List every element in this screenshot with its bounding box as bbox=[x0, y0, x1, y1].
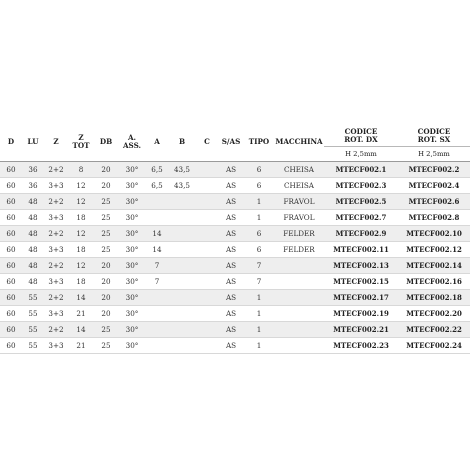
cell-lu: 48 bbox=[28, 229, 38, 238]
cell-sx: MTECF002.8 bbox=[408, 213, 460, 222]
cell-macchina: CHEISA bbox=[284, 181, 314, 190]
col-header-codice-dx bbox=[324, 122, 398, 147]
cell-c bbox=[196, 338, 218, 354]
cell-macchina bbox=[274, 338, 324, 354]
cell-ztot: 8 bbox=[78, 165, 84, 174]
cell-db: 20 bbox=[101, 277, 111, 286]
cell-sas: AS bbox=[225, 341, 237, 350]
cell-aass: 30° bbox=[125, 245, 139, 254]
cell-b bbox=[168, 338, 196, 354]
cell-a: 7 bbox=[154, 261, 160, 270]
cell-sx: MTECF002.20 bbox=[406, 309, 462, 318]
cell-b bbox=[168, 194, 196, 210]
cell-c bbox=[196, 242, 218, 258]
cell-sas: AS bbox=[225, 277, 237, 286]
cell-a: 14 bbox=[152, 245, 162, 254]
cell-aass: 30° bbox=[125, 261, 139, 270]
col-header-ztot-line1: Z bbox=[78, 132, 84, 142]
cell-lu: 48 bbox=[28, 197, 38, 206]
cell-d: 60 bbox=[6, 341, 16, 350]
cell-sas: AS bbox=[225, 245, 237, 254]
cell-ztot: 21 bbox=[76, 309, 86, 318]
cell-sx: MTECF002.12 bbox=[406, 245, 462, 254]
cell-d: 60 bbox=[6, 229, 16, 238]
cell-lu: 55 bbox=[28, 325, 38, 334]
cell-dx: MTECF002.13 bbox=[333, 261, 389, 270]
table-row bbox=[0, 194, 470, 210]
cell-d: 60 bbox=[6, 325, 16, 334]
cell-a bbox=[146, 306, 168, 322]
col-header-z: Z bbox=[44, 122, 68, 162]
cell-z: 2+2 bbox=[48, 229, 64, 238]
cell-sas: AS bbox=[225, 325, 237, 334]
cell-db: 25 bbox=[101, 213, 111, 222]
cell-macchina: CHEISA bbox=[284, 165, 314, 174]
cell-c bbox=[196, 322, 218, 338]
col-header-codice-sx-line2: ROT. SX bbox=[417, 135, 451, 144]
cell-b bbox=[168, 242, 196, 258]
col-header-a: A bbox=[146, 122, 168, 162]
cell-dx: MTECF002.23 bbox=[333, 341, 389, 350]
cell-ztot: 14 bbox=[76, 293, 86, 302]
cell-a: 6,5 bbox=[151, 181, 163, 190]
cell-dx: MTECF002.9 bbox=[335, 229, 387, 238]
col-header-b: B bbox=[168, 122, 196, 162]
table-body bbox=[0, 162, 470, 354]
cell-tipo: 1 bbox=[256, 213, 262, 222]
cell-dx: MTECF002.3 bbox=[335, 181, 387, 190]
cell-c bbox=[196, 178, 218, 194]
cell-aass: 30° bbox=[125, 213, 139, 222]
cell-z: 3+3 bbox=[48, 309, 64, 318]
cell-aass: 30° bbox=[125, 293, 139, 302]
cell-z: 3+3 bbox=[48, 181, 64, 190]
col-subheader-sx: H 2,5mm bbox=[398, 147, 470, 162]
cell-dx: MTECF002.17 bbox=[333, 293, 389, 302]
col-header-ztot-line2: TOT bbox=[72, 140, 90, 150]
cell-b bbox=[168, 210, 196, 226]
cell-ztot: 21 bbox=[76, 341, 86, 350]
cell-ztot: 12 bbox=[76, 197, 86, 206]
cell-z: 3+3 bbox=[48, 341, 64, 350]
col-header-aass bbox=[118, 122, 146, 162]
cell-b bbox=[168, 322, 196, 338]
cell-db: 20 bbox=[101, 261, 111, 270]
cell-aass: 30° bbox=[125, 197, 139, 206]
cell-sx: MTECF002.22 bbox=[406, 325, 462, 334]
table-row bbox=[0, 162, 470, 178]
cell-macchina bbox=[274, 306, 324, 322]
cell-macchina bbox=[274, 322, 324, 338]
cell-ztot: 18 bbox=[76, 213, 86, 222]
cell-d: 60 bbox=[6, 213, 16, 222]
cell-tipo: 1 bbox=[256, 293, 262, 302]
col-header-codice-sx bbox=[398, 122, 470, 147]
cell-d: 60 bbox=[6, 277, 16, 286]
table-row bbox=[0, 258, 470, 274]
cell-ztot: 18 bbox=[76, 277, 86, 286]
cell-z: 2+2 bbox=[48, 261, 64, 270]
cell-b bbox=[168, 258, 196, 274]
cell-aass: 30° bbox=[125, 229, 139, 238]
cell-d: 60 bbox=[6, 245, 16, 254]
cell-db: 25 bbox=[101, 341, 111, 350]
col-header-tipo: TIPO bbox=[244, 122, 274, 162]
cell-lu: 55 bbox=[28, 341, 38, 350]
table-row bbox=[0, 210, 470, 226]
cell-db: 20 bbox=[101, 165, 111, 174]
cell-db: 20 bbox=[101, 293, 111, 302]
cell-tipo: 6 bbox=[256, 245, 262, 254]
cell-dx: MTECF002.1 bbox=[335, 165, 387, 174]
cell-lu: 48 bbox=[28, 213, 38, 222]
cell-a bbox=[146, 322, 168, 338]
cell-tipo: 7 bbox=[256, 261, 262, 270]
col-header-codice-dx-line2: ROT. DX bbox=[344, 135, 378, 144]
cell-macchina: FRAVOL bbox=[283, 213, 315, 222]
col-header-db: DB bbox=[94, 122, 118, 162]
col-header-macchina: MACCHINA bbox=[274, 122, 324, 162]
table-row bbox=[0, 242, 470, 258]
cell-tipo: 1 bbox=[256, 341, 262, 350]
cell-d: 60 bbox=[6, 165, 16, 174]
table-row bbox=[0, 178, 470, 194]
cell-z: 3+3 bbox=[48, 245, 64, 254]
cell-d: 60 bbox=[6, 261, 16, 270]
cell-ztot: 14 bbox=[76, 325, 86, 334]
cell-z: 3+3 bbox=[48, 213, 64, 222]
cell-macchina: FELDER bbox=[283, 229, 315, 238]
cell-sx: MTECF002.6 bbox=[408, 197, 460, 206]
cell-lu: 36 bbox=[28, 181, 38, 190]
cell-a: 6,5 bbox=[151, 165, 163, 174]
cell-macchina bbox=[274, 290, 324, 306]
cell-db: 25 bbox=[101, 229, 111, 238]
cell-lu: 48 bbox=[28, 277, 38, 286]
cell-b: 43,5 bbox=[173, 181, 190, 190]
table-row bbox=[0, 338, 470, 354]
cell-db: 25 bbox=[101, 325, 111, 334]
table-row bbox=[0, 274, 470, 290]
cell-z: 2+2 bbox=[48, 293, 64, 302]
cell-lu: 55 bbox=[28, 293, 38, 302]
cell-lu: 48 bbox=[28, 245, 38, 254]
cell-aass: 30° bbox=[125, 277, 139, 286]
cell-c bbox=[196, 258, 218, 274]
cell-z: 3+3 bbox=[48, 277, 64, 286]
cell-a bbox=[146, 194, 168, 210]
col-header-ztot bbox=[68, 122, 94, 162]
cell-c bbox=[196, 194, 218, 210]
cell-dx: MTECF002.15 bbox=[333, 277, 389, 286]
cell-ztot: 12 bbox=[76, 261, 86, 270]
cell-c bbox=[196, 290, 218, 306]
table-row bbox=[0, 226, 470, 242]
col-header-c: C bbox=[196, 122, 218, 162]
cell-sas: AS bbox=[225, 229, 237, 238]
cell-d: 60 bbox=[6, 309, 16, 318]
cell-tipo: 1 bbox=[256, 325, 262, 334]
cell-a bbox=[146, 290, 168, 306]
cell-lu: 55 bbox=[28, 309, 38, 318]
cell-sx: MTECF002.10 bbox=[406, 229, 462, 238]
cell-sx: MTECF002.14 bbox=[406, 261, 462, 270]
cell-sx: MTECF002.4 bbox=[408, 181, 460, 190]
cell-d: 60 bbox=[6, 293, 16, 302]
cell-aass: 30° bbox=[125, 325, 139, 334]
cell-dx: MTECF002.19 bbox=[333, 309, 389, 318]
cell-b bbox=[168, 306, 196, 322]
cell-tipo: 7 bbox=[256, 277, 262, 286]
cell-c bbox=[196, 274, 218, 290]
cell-c bbox=[196, 226, 218, 242]
cell-sas: AS bbox=[225, 261, 237, 270]
cell-z: 2+2 bbox=[48, 165, 64, 174]
col-header-aass-line1: A. bbox=[127, 132, 137, 142]
cell-c bbox=[196, 210, 218, 226]
cell-macchina: FRAVOL bbox=[283, 197, 315, 206]
cell-b: 43,5 bbox=[173, 165, 190, 174]
cell-aass: 30° bbox=[125, 341, 139, 350]
col-header-d: D bbox=[0, 122, 22, 162]
cell-sas: AS bbox=[225, 213, 237, 222]
cell-sas: AS bbox=[225, 293, 237, 302]
product-table-container bbox=[0, 122, 470, 354]
cell-db: 20 bbox=[101, 309, 111, 318]
cell-a: 14 bbox=[152, 229, 162, 238]
cell-tipo: 6 bbox=[256, 181, 262, 190]
cell-dx: MTECF002.11 bbox=[333, 245, 389, 254]
cell-a: 7 bbox=[154, 277, 160, 286]
col-header-aass-line2: ASS. bbox=[122, 140, 142, 150]
cell-ztot: 12 bbox=[76, 181, 86, 190]
cell-sx: MTECF002.16 bbox=[406, 277, 462, 286]
cell-sas: AS bbox=[225, 181, 237, 190]
col-header-codice-dx-line1: CODICE bbox=[344, 127, 378, 136]
cell-db: 25 bbox=[101, 197, 111, 206]
cell-a bbox=[146, 210, 168, 226]
cell-lu: 48 bbox=[28, 261, 38, 270]
cell-b bbox=[168, 290, 196, 306]
table-row bbox=[0, 322, 470, 338]
cell-dx: MTECF002.5 bbox=[335, 197, 387, 206]
col-subheader-dx: H 2,5mm bbox=[324, 147, 398, 162]
cell-dx: MTECF002.7 bbox=[335, 213, 387, 222]
cell-tipo: 1 bbox=[256, 197, 262, 206]
cell-aass: 30° bbox=[125, 309, 139, 318]
cell-macchina bbox=[274, 258, 324, 274]
cell-dx: MTECF002.21 bbox=[333, 325, 389, 334]
cell-sx: MTECF002.24 bbox=[406, 341, 462, 350]
cell-tipo: 1 bbox=[256, 309, 262, 318]
cell-macchina bbox=[274, 274, 324, 290]
cell-aass: 30° bbox=[125, 165, 139, 174]
header-row bbox=[0, 122, 470, 147]
cell-z: 2+2 bbox=[48, 325, 64, 334]
cell-db: 25 bbox=[101, 245, 111, 254]
col-header-lu: LU bbox=[22, 122, 44, 162]
table-row bbox=[0, 290, 470, 306]
cell-sas: AS bbox=[225, 197, 237, 206]
product-table bbox=[0, 122, 470, 354]
cell-sx: MTECF002.2 bbox=[408, 165, 460, 174]
cell-d: 60 bbox=[6, 197, 16, 206]
cell-sas: AS bbox=[225, 309, 237, 318]
cell-lu: 36 bbox=[28, 165, 38, 174]
cell-sas: AS bbox=[225, 165, 237, 174]
col-header-codice-sx-line1: CODICE bbox=[417, 127, 451, 136]
col-header-sas: S/AS bbox=[218, 122, 244, 162]
cell-c bbox=[196, 162, 218, 178]
cell-ztot: 12 bbox=[76, 229, 86, 238]
cell-macchina: FELDER bbox=[283, 245, 315, 254]
cell-sx: MTECF002.18 bbox=[406, 293, 462, 302]
cell-d: 60 bbox=[6, 181, 16, 190]
cell-b bbox=[168, 274, 196, 290]
table-row bbox=[0, 306, 470, 322]
cell-b bbox=[168, 226, 196, 242]
cell-tipo: 6 bbox=[256, 165, 262, 174]
cell-db: 20 bbox=[101, 181, 111, 190]
cell-c bbox=[196, 306, 218, 322]
cell-z: 2+2 bbox=[48, 197, 64, 206]
cell-tipo: 6 bbox=[256, 229, 262, 238]
cell-ztot: 18 bbox=[76, 245, 86, 254]
cell-a bbox=[146, 338, 168, 354]
cell-aass: 30° bbox=[125, 181, 139, 190]
